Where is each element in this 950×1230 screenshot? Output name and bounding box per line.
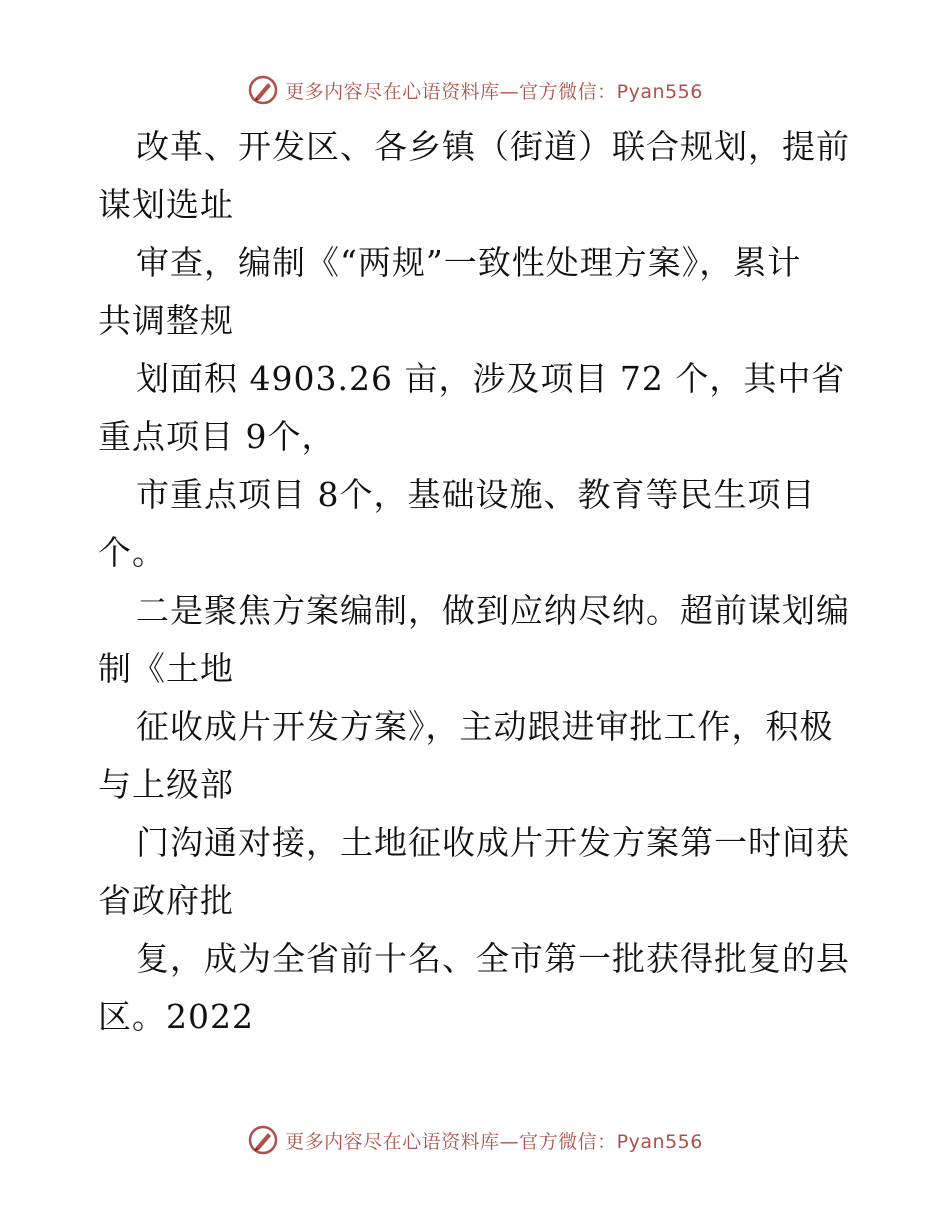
text-line: 门沟通对接，土地征收成片开发方案第一时间获 xyxy=(136,823,850,862)
watermark-footer xyxy=(0,1120,950,1160)
text-line: 与上级部 xyxy=(98,765,234,804)
text-line: 个。 xyxy=(98,533,166,572)
document-body xyxy=(98,118,858,1046)
watermark-header xyxy=(0,70,950,110)
text-line: 省政府批 xyxy=(98,881,234,920)
watermark-text: 更多内容尽在心语资料库—官方微信：Pyan556 xyxy=(285,80,703,103)
text-line: 二是聚焦方案编制，做到应纳尽纳。超前谋划编 xyxy=(136,591,850,630)
text-line: 区。2022 xyxy=(98,997,254,1036)
text-line: 谋划选址 xyxy=(98,185,234,224)
text-line: 市重点项目 8个，基础设施、教育等民生项目 xyxy=(136,475,816,514)
text-line: 征收成片开发方案》，主动跟进审批工作，积极 xyxy=(136,707,834,746)
text-line: 审查，编制《“两规”一致性处理方案》，累计 xyxy=(136,243,802,282)
watermark-text: 更多内容尽在心语资料库—官方微信：Pyan556 xyxy=(285,1130,703,1153)
text-line: 制《土地 xyxy=(98,649,234,688)
text-line: 复，成为全省前十名、全市第一批获得批复的县 xyxy=(136,939,850,978)
pen-logo-icon xyxy=(247,1124,279,1156)
text-line: 重点项目 9个， xyxy=(98,417,336,456)
text-line: 改革、开发区、各乡镇（街道）联合规划，提前 xyxy=(136,127,850,166)
text-line: 划面积 4903.26 亩，涉及项目 72 个，其中省 xyxy=(136,359,846,398)
pen-logo-icon xyxy=(247,74,279,106)
text-line: 共调整规 xyxy=(98,301,234,340)
